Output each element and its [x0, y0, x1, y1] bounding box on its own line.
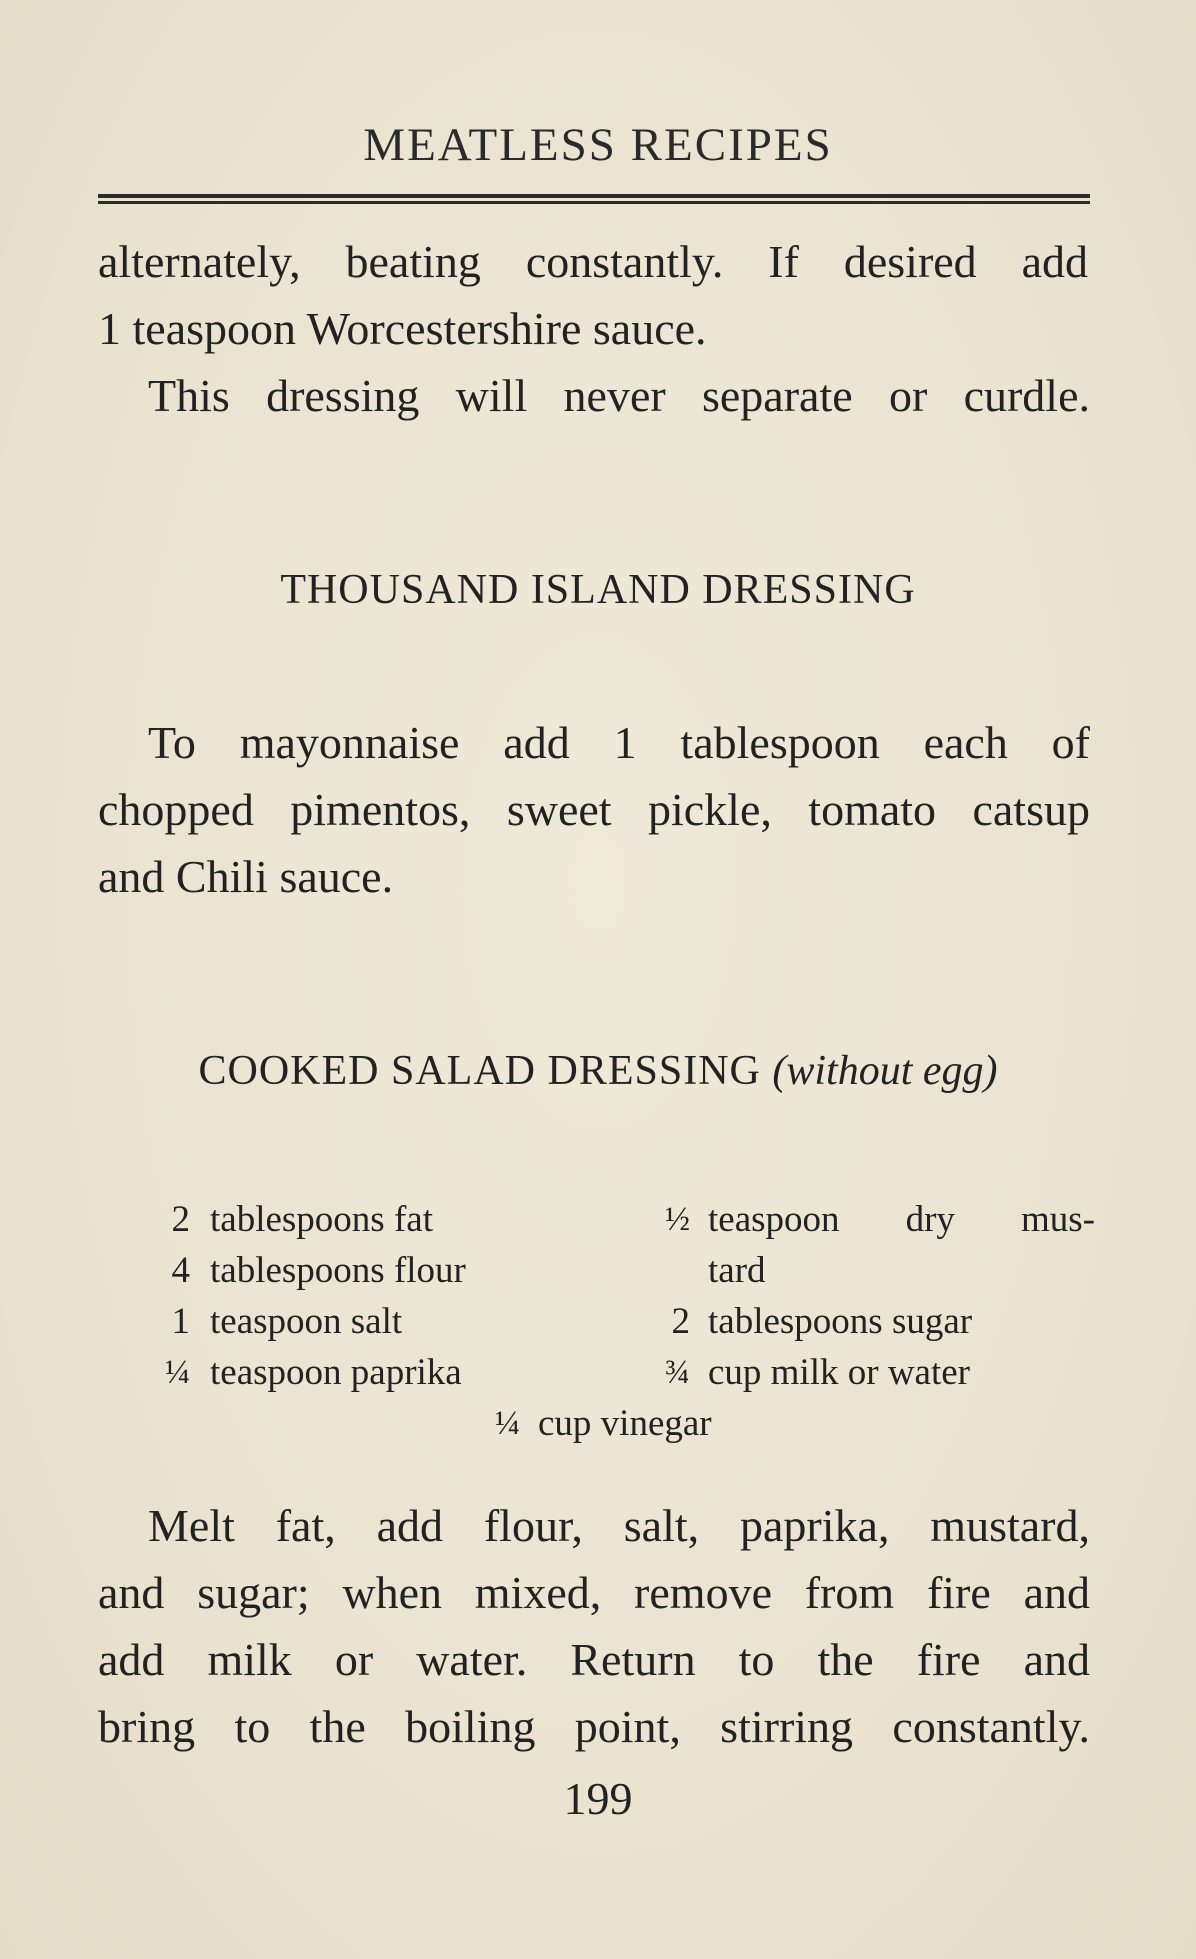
- page-number: 199: [563, 1773, 633, 1824]
- header-rule-top: [98, 194, 1090, 198]
- ingredient-item: cup milk or water: [708, 1352, 970, 1393]
- ingredient-qty: 2: [671, 1301, 690, 1342]
- ingredient-row: [130, 1194, 466, 1245]
- ingredient-row: [130, 1245, 466, 1296]
- cooked-salad-subtitle: (without egg): [772, 1048, 998, 1094]
- ingredient-item: tablespoons flour: [210, 1250, 466, 1291]
- ingredient-word: mus-: [1020, 1199, 1095, 1240]
- ingredient-qty: 1: [171, 1301, 190, 1342]
- intro-note: This dressing will never separate or curdle.: [148, 370, 1090, 421]
- thousand-island-title: THOUSAND ISLAND DRESSING: [280, 567, 916, 613]
- ingredient-word: dry: [905, 1199, 955, 1240]
- thousand-island-line-1: To mayonnaise add 1 tablespoon each of: [148, 717, 1090, 768]
- ingredient-item: tablespoons fat: [210, 1199, 433, 1240]
- ingredients-right-column: [630, 1194, 1095, 1398]
- ingredient-qty: ¼: [495, 1405, 520, 1442]
- ingredient-row: [130, 1347, 466, 1398]
- ingredient-item: [708, 1194, 1095, 1245]
- ingredient-row: [630, 1347, 1095, 1398]
- ingredients-left-column: [130, 1194, 466, 1398]
- ingredient-qty: 4: [171, 1250, 190, 1291]
- ingredient-qty: ¼: [165, 1354, 190, 1391]
- ingredient-row: [130, 1296, 466, 1347]
- running-head: MEATLESS RECIPES: [363, 119, 833, 171]
- ingredient-qty: ½: [665, 1201, 690, 1238]
- ingredient-qty: 2: [171, 1199, 190, 1240]
- ingredient-row-continuation: [630, 1245, 1095, 1296]
- ingredient-row: [630, 1296, 1095, 1347]
- thousand-island-paragraph: [98, 709, 1090, 910]
- ingredient-row: [630, 1194, 1095, 1245]
- ingredient-word: teaspoon: [708, 1199, 840, 1240]
- ingredient-item: teaspoon salt: [210, 1301, 403, 1342]
- ingredient-qty: ¾: [665, 1354, 690, 1391]
- thousand-island-line-2: chopped pimentos, sweet pickle, tomato catsup: [98, 784, 1090, 835]
- cooked-salad-title: [0, 1047, 1196, 1095]
- ingredient-center: [470, 1398, 712, 1449]
- header-rule-bottom: [98, 201, 1090, 204]
- method-line-4: bring to the boiling point, stirring constantly.: [98, 1701, 1090, 1752]
- ingredient-item: tablespoons sugar: [708, 1301, 973, 1342]
- ingredient-row: [470, 1398, 712, 1449]
- method-line-3: add milk or water. Return to the fire and: [98, 1634, 1090, 1685]
- ingredient-item: tard: [708, 1250, 766, 1291]
- intro-line-2: 1 teaspoon Worcestershire sauce.: [98, 303, 707, 354]
- ingredient-item: teaspoon paprika: [210, 1352, 462, 1393]
- cooked-salad-method: [98, 1492, 1090, 1760]
- cooked-salad-title-text: COOKED SALAD DRESSING: [198, 1048, 761, 1094]
- thousand-island-line-3: and Chili sauce.: [98, 851, 394, 902]
- intro-line-1: alternately, beating constantly. If desired add: [98, 236, 1088, 287]
- intro-paragraph: [98, 228, 1090, 429]
- method-line-1: Melt fat, add flour, salt, paprika, mustard,: [148, 1500, 1090, 1551]
- ingredient-item: cup vinegar: [538, 1403, 712, 1444]
- method-line-2: and sugar; when mixed, remove from fire and: [98, 1567, 1090, 1618]
